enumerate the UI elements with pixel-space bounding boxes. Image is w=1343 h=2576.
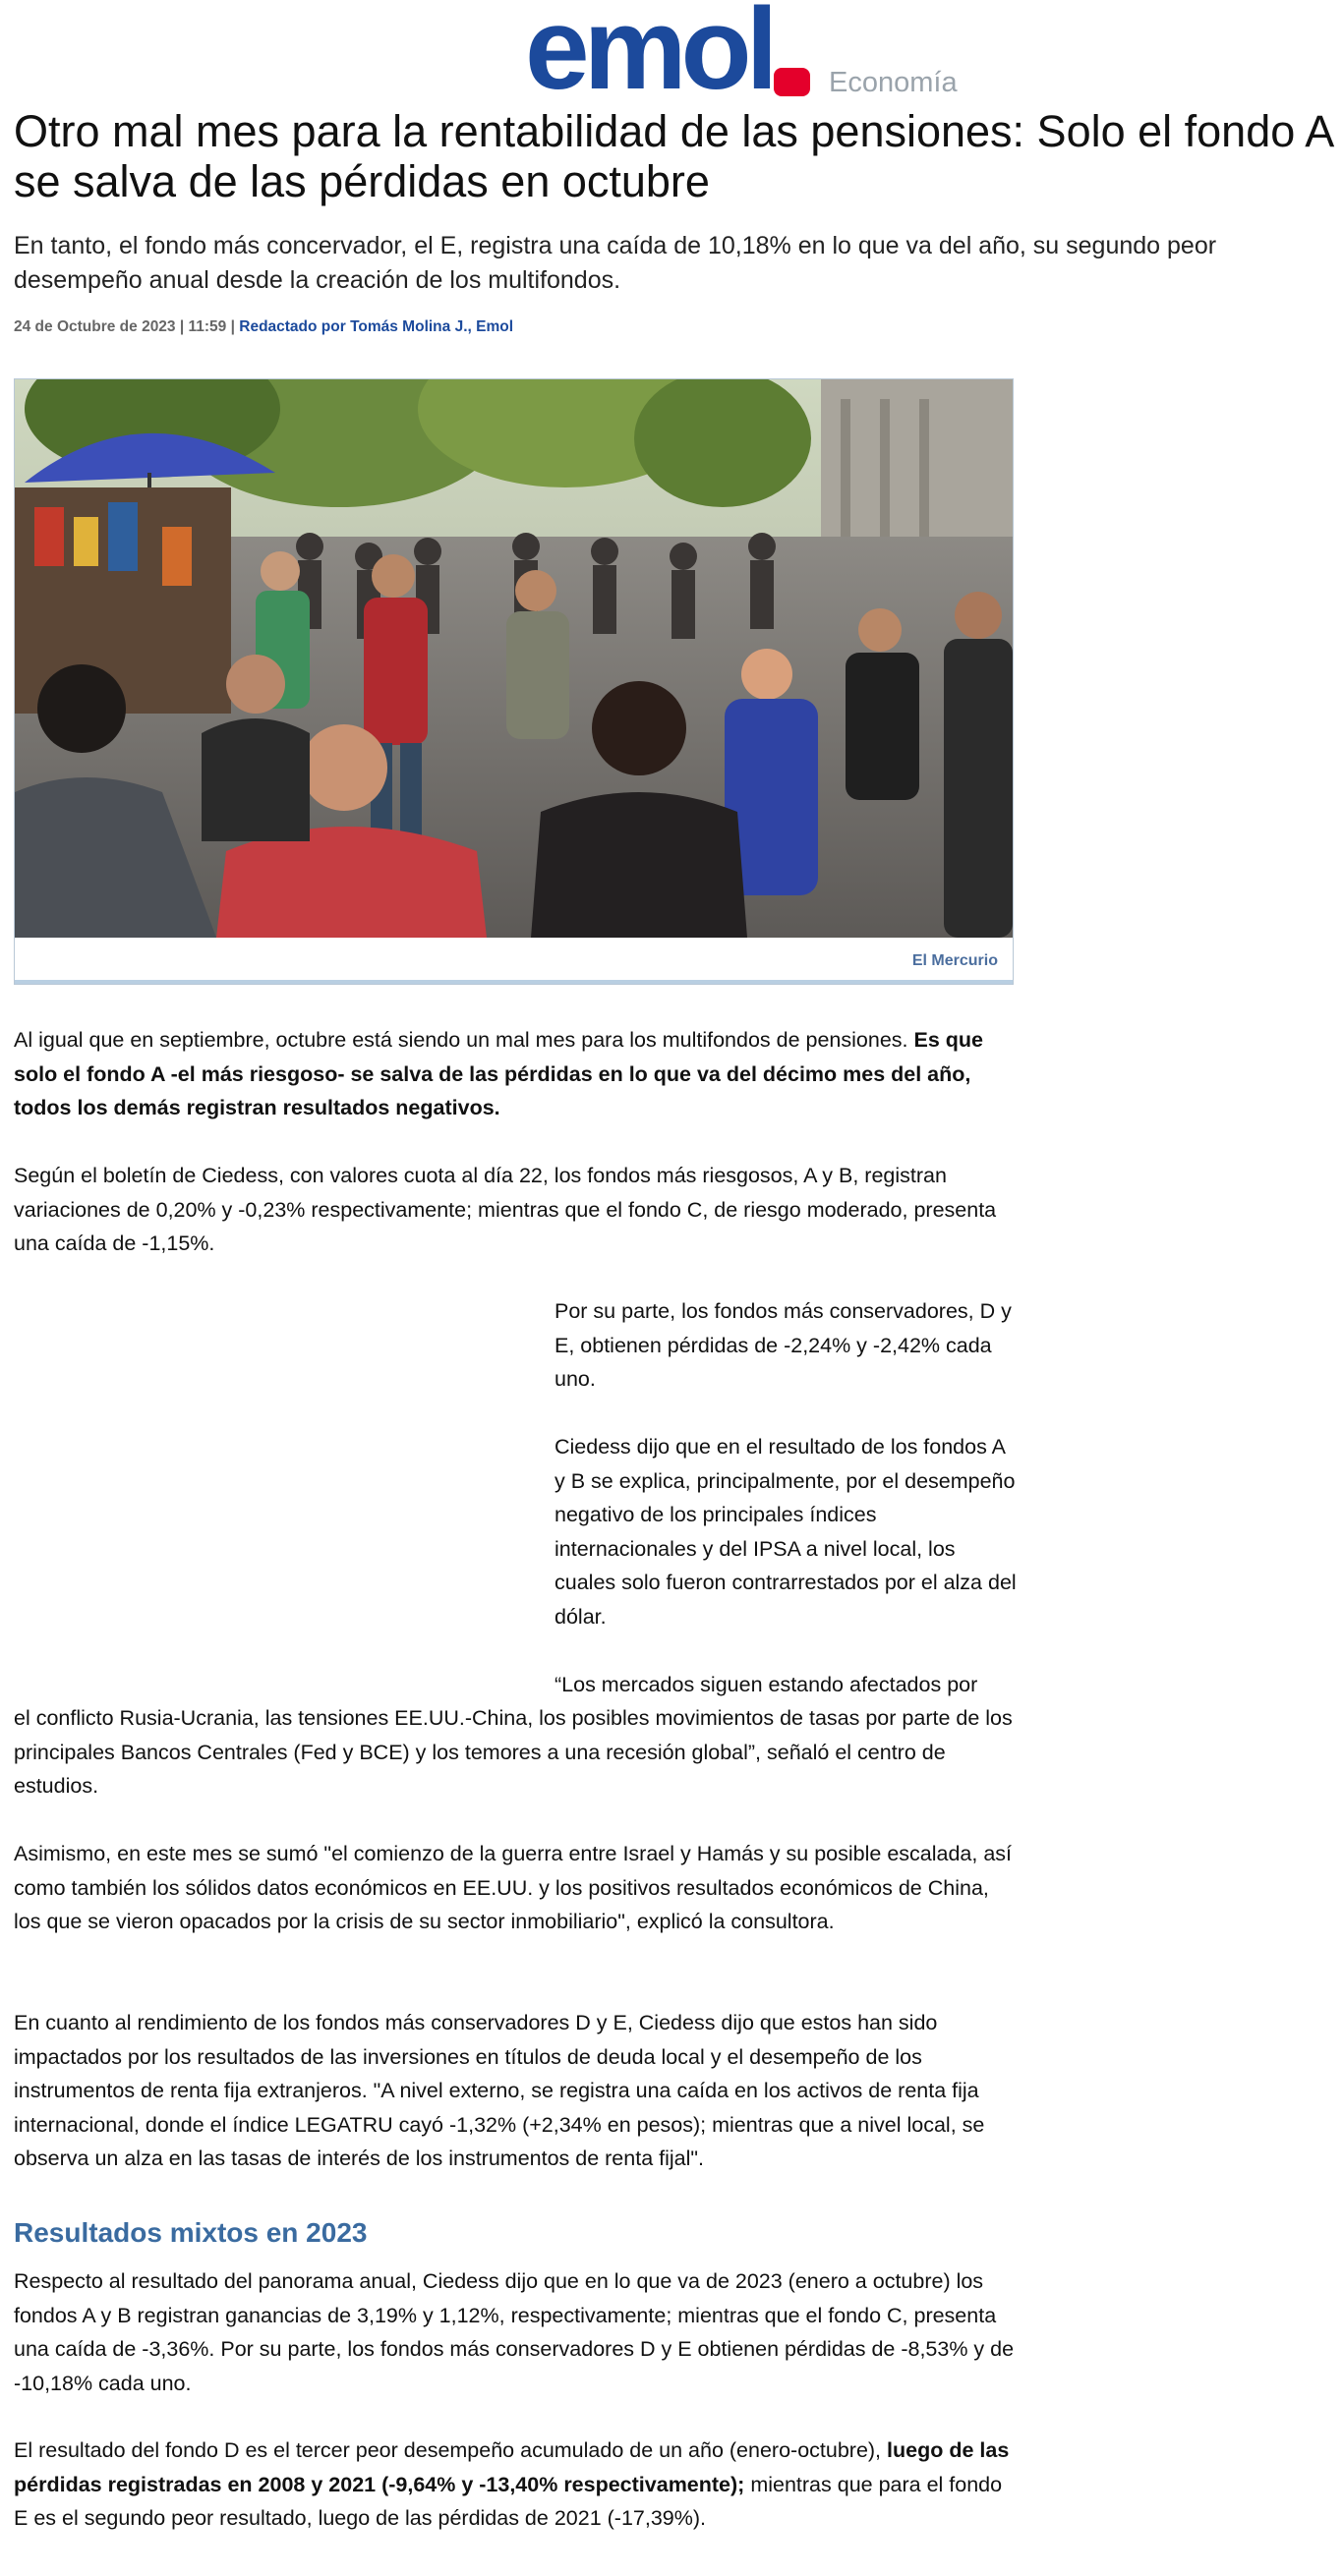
site-header [0,0,1343,114]
byline [14,318,513,336]
author-link[interactable]: Redactado por Tomás Molina J., Emol [239,318,514,335]
dateline: 24 de Octubre de 2023 | 11:59 | [14,318,240,335]
p1-bold-text: Es que solo el fondo A -el más riesgoso- se salva de las pérdidas en lo que va del décimo mes del año, todos los demás registran resultados negativos. [14,1028,983,1119]
article-photo[interactable] [15,379,1013,938]
paragraph-1 [14,1023,1017,1125]
section-label[interactable]: Economía [829,67,958,98]
paragraph-5-line-1: “Los mercados siguen estando afectados por [555,1673,978,1696]
paragraph-9 [14,2433,1017,2536]
logo-wordmark: emol [525,0,773,114]
p9-text-a: El resultado del fondo D es el tercer peor desempeño acumulado de un año (enero-octubre), [14,2438,888,2462]
article-headline: Otro mal mes para la rentabilidad de las pensiones: Solo el fondo A se salva de las pérdidas en octubre [14,106,1332,206]
photo-credit: El Mercurio [911,952,998,969]
p9-text-c: mientras que para el fondo E es el segundo peor resultado, luego de las pérdidas de 2021 (-17,39%). [14,2472,1003,2530]
paragraph-3: Por su parte, los fondos más conservadores, D y E, obtienen pérdidas de -2,24% y -2,42% cada uno. [555,1299,1012,1391]
logo-dot [774,68,810,96]
article-subtitle: En tanto, el fondo más concervador, el E, registra una caída de 10,18% en lo que va del año, su segundo peor desempeño anual desde la creación de los multifondos. [14,232,1217,294]
p1-text: Al igual que en septiembre, octubre está siendo un mal mes para los multifondos de pensiones. [14,1028,914,1052]
paragraph-5: el conflicto Rusia-Ucrania, las tensiones EE.UU.-China, los posibles movimientos de tasas por parte de los principales Bancos Centrales (Fed y BCE) y los temores a una recesión global”, señaló el centro de estudios. [14,1706,1013,1798]
paragraph-7: En cuanto al rendimiento de los fondos más conservadores D y E, Ciedess dijo que estos han sido impactados por los resultados de las inversiones en títulos de deuda local y el desempeño de los instrumentos de renta fija extranjeros. "A nivel externo, se registra una caída en los activos de renta fija internacional, donde el índice LEGATRU cayó -1,32% (+2,34% en pesos); mientras que a nivel local, se observa un alza en las tasas de interés de los instrumentos de renta fijal". [14,2011,985,2170]
p9-bold-text: luego de las pérdidas registradas en 2008 y 2021 (-9,64% y -13,40% respectivamente); [14,2438,1010,2496]
paragraph-8: Respecto al resultado del panorama anual, Ciedess dijo que en lo que va de 2023 (enero a octubre) los fondos A y B registran ganancias de 3,19% y 1,12%, respectivamente; mientras que el fondo C, presenta una caída de -3,36%. Por su parte, los fondos más conservadores D y E obtienen pérdidas de -8,53% y de -10,18% cada uno. [14,2269,1015,2395]
paragraph-6: Asimismo, en este mes se sumó "el comienzo de la guerra entre Israel y Hamás y su posible escalada, así como también los sólidos datos económicos en EE.UU. y los positivos resultados económicos de China, los que se vieron opacados por la crisis de su sector inmobiliario", explicó la consultora. [14,1842,1013,1933]
article-photo-frame [14,378,1014,985]
paragraph-2: Según el boletín de Ciedess, con valores cuota al día 22, los fondos más riesgosos, A y B, registran variaciones de 0,20% y -0,23% respectivamente; mientras que el fondo C, de riesgo moderado, presenta una caída de -1,15%. [14,1164,997,1255]
emol-logo[interactable] [525,0,773,114]
section-subhead: Resultados mixtos en 2023 [14,2217,368,2248]
photo-bottom-rule [15,980,1013,984]
paragraph-4: Ciedess dijo que en el resultado de los fondos A y B se explica, principalmente, por el desempeño negativo de los principales índices internacionales y del IPSA a nivel local, los cuales solo fueron contrarrestados por el alza del dólar. [555,1435,1017,1629]
